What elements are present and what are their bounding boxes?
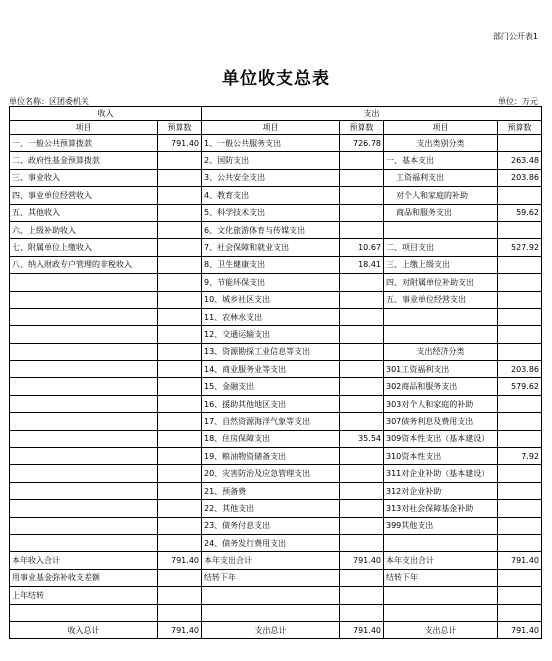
income-item: 用事业基金弥补收支差额 (10, 569, 158, 586)
expense-function-amount (340, 534, 384, 551)
table-row (10, 395, 542, 412)
income-amount (158, 291, 202, 308)
income-item (10, 517, 158, 534)
column-header: 项目 (384, 121, 498, 135)
income-item: 六、上级补助收入 (10, 221, 158, 238)
income-amount (158, 395, 202, 412)
expense-function-amount (340, 291, 384, 308)
expense-category-amount (498, 221, 542, 238)
expense-function-item: 1、一般公共服务支出 (202, 135, 340, 152)
expense-category-item: 301工资福利支出 (384, 361, 498, 378)
income-amount (158, 534, 202, 551)
expense-category-amount (498, 274, 542, 291)
expense-category-item: 312对企业补助 (384, 482, 498, 499)
expense-section-header: 支出 (202, 107, 542, 121)
expense-function-amount (340, 482, 384, 499)
income-amount (158, 465, 202, 482)
expense-category-amount: 203.86 (498, 361, 542, 378)
expense-function-item: 8、卫生健康支出 (202, 256, 340, 273)
expense-function-amount (340, 326, 384, 343)
expense-function-amount (340, 152, 384, 169)
income-amount (158, 604, 202, 621)
expense-function-amount (340, 604, 384, 621)
expense-category-amount (498, 587, 542, 604)
income-amount (158, 308, 202, 325)
expense-category-item: 对个人和家庭的补助 (384, 187, 498, 204)
income-amount: 791.40 (158, 621, 202, 638)
income-item (10, 534, 158, 551)
column-header: 预算数 (158, 121, 202, 135)
expense-function-item: 17、自然资源海洋气象等支出 (202, 413, 340, 430)
expense-function-item: 24、债务发行费用支出 (202, 534, 340, 551)
income-section-header: 收入 (10, 107, 202, 121)
income-item: 上年结转 (10, 587, 158, 604)
expense-category-item: 支出类别分类 (384, 135, 498, 152)
expense-function-item: 12、交通运输支出 (202, 326, 340, 343)
income-item (10, 482, 158, 499)
expense-function-amount (340, 395, 384, 412)
expense-function-amount (340, 361, 384, 378)
income-amount (158, 361, 202, 378)
expense-category-item: 309资本性支出（基本建设） (384, 430, 498, 447)
table-row (10, 465, 542, 482)
expense-category-amount (498, 135, 542, 152)
expense-category-item: 四、对附属单位补助支出 (384, 274, 498, 291)
expense-function-amount (340, 221, 384, 238)
income-amount (158, 187, 202, 204)
income-amount (158, 204, 202, 221)
table-row (10, 604, 542, 621)
expense-function-item: 14、商业服务业等支出 (202, 361, 340, 378)
expense-category-amount (498, 534, 542, 551)
expense-category-amount (498, 308, 542, 325)
expense-category-amount (498, 187, 542, 204)
table-row (10, 378, 542, 395)
expense-category-amount (498, 291, 542, 308)
column-header: 项目 (10, 121, 158, 135)
income-amount (158, 413, 202, 430)
expense-function-amount (340, 413, 384, 430)
table-row (10, 517, 542, 534)
expense-function-item: 支出总计 (202, 621, 340, 638)
expense-category-item: 三、上缴上级支出 (384, 256, 498, 273)
column-header: 预算数 (498, 121, 542, 135)
income-item (10, 500, 158, 517)
expense-function-item: 7、社会保障和就业支出 (202, 239, 340, 256)
expense-function-item: 18、住房保障支出 (202, 430, 340, 447)
expense-function-amount (340, 517, 384, 534)
income-amount (158, 569, 202, 586)
expense-function-amount: 18.41 (340, 256, 384, 273)
expense-category-item: 支出经济分类 (384, 343, 498, 360)
income-amount (158, 256, 202, 273)
expense-function-amount (340, 308, 384, 325)
table-row (10, 552, 542, 569)
expense-function-item: 3、公共安全支出 (202, 169, 340, 186)
expense-category-item: 302商品和服务支出 (384, 378, 498, 395)
expense-function-amount: 791.40 (340, 621, 384, 638)
expense-function-amount (340, 274, 384, 291)
expense-function-amount (340, 204, 384, 221)
income-amount (158, 274, 202, 291)
table-row (10, 361, 542, 378)
expense-function-item: 本年支出合计 (202, 552, 340, 569)
expense-function-amount (340, 378, 384, 395)
expense-category-amount: 791.40 (498, 552, 542, 569)
expense-category-item (384, 326, 498, 343)
expense-category-amount: 527.92 (498, 239, 542, 256)
table-row (10, 500, 542, 517)
expense-function-item (202, 587, 340, 604)
income-item (10, 395, 158, 412)
income-item: 四、事业单位经营收入 (10, 187, 158, 204)
table-row (10, 430, 542, 447)
income-amount (158, 587, 202, 604)
income-amount (158, 517, 202, 534)
expense-category-amount (498, 256, 542, 273)
expense-function-item: 9、节能环保支出 (202, 274, 340, 291)
income-amount: 791.40 (158, 552, 202, 569)
expense-function-item: 20、灾害防治及应急管理支出 (202, 465, 340, 482)
table-row (10, 326, 542, 343)
expense-category-item: 一、基本支出 (384, 152, 498, 169)
table-row (10, 204, 542, 221)
expense-function-item: 10、城乡社区支出 (202, 291, 340, 308)
income-amount (158, 221, 202, 238)
column-header: 项目 (202, 121, 340, 135)
table-row (10, 448, 542, 465)
income-item (10, 326, 158, 343)
expense-category-item: 307债务利息及费用支出 (384, 413, 498, 430)
expense-function-item: 19、粮油物资储备支出 (202, 448, 340, 465)
expense-function-amount (340, 500, 384, 517)
expense-function-amount (340, 448, 384, 465)
expense-function-item: 结转下年 (202, 569, 340, 586)
expense-function-amount: 10.67 (340, 239, 384, 256)
expense-category-amount (498, 604, 542, 621)
income-item (10, 343, 158, 360)
expense-category-amount (498, 482, 542, 499)
table-row (10, 587, 542, 604)
income-amount (158, 326, 202, 343)
expense-category-amount (498, 343, 542, 360)
expense-function-item (202, 604, 340, 621)
expense-category-amount: 791.40 (498, 621, 542, 638)
expense-function-item: 15、金融支出 (202, 378, 340, 395)
table-row (10, 534, 542, 551)
income-item (10, 448, 158, 465)
income-item: 一、一般公共预算拨款 (10, 135, 158, 152)
expense-category-item (384, 534, 498, 551)
income-item: 三、事业收入 (10, 169, 158, 186)
table-row (10, 569, 542, 586)
page-title: 单位收支总表 (222, 69, 330, 89)
expense-function-amount: 791.40 (340, 552, 384, 569)
expense-function-item: 16、援助其他地区支出 (202, 395, 340, 412)
table-code: 部门公开表1 (492, 32, 538, 41)
table-row (10, 135, 542, 152)
income-item: 本年收入合计 (10, 552, 158, 569)
expense-function-amount (340, 587, 384, 604)
expense-category-item: 303对个人和家庭的补助 (384, 395, 498, 412)
table-row (10, 308, 542, 325)
table-row (10, 413, 542, 430)
expense-category-item: 311对企业补助（基本建设） (384, 465, 498, 482)
expense-function-item: 4、教育支出 (202, 187, 340, 204)
expense-category-amount: 59.62 (498, 204, 542, 221)
expense-function-item: 11、农林水支出 (202, 308, 340, 325)
expense-category-amount (498, 413, 542, 430)
expense-category-item: 商品和服务支出 (384, 204, 498, 221)
income-amount (158, 343, 202, 360)
expense-function-amount (340, 187, 384, 204)
expense-function-amount (340, 465, 384, 482)
expense-category-item: 本年支出合计 (384, 552, 498, 569)
unit-name: 单位名称：区团委机关 (9, 97, 89, 106)
expense-category-item: 二、项目支出 (384, 239, 498, 256)
income-item (10, 308, 158, 325)
expense-function-amount (340, 343, 384, 360)
table-row (10, 169, 542, 186)
expense-category-amount: 203.86 (498, 169, 542, 186)
expense-category-item (384, 587, 498, 604)
income-item (10, 291, 158, 308)
expense-category-item: 399其他支出 (384, 517, 498, 534)
expense-category-item: 五、事业单位经营支出 (384, 291, 498, 308)
income-item (10, 430, 158, 447)
expense-category-item (384, 308, 498, 325)
table-row (10, 152, 542, 169)
expense-category-item: 支出总计 (384, 621, 498, 638)
income-item: 五、其他收入 (10, 204, 158, 221)
table-row (10, 187, 542, 204)
expense-category-amount (498, 326, 542, 343)
table-row (10, 274, 542, 291)
expense-category-item (384, 604, 498, 621)
income-item (10, 465, 158, 482)
expense-category-amount (498, 465, 542, 482)
income-amount: 791.40 (158, 135, 202, 152)
income-item (10, 413, 158, 430)
income-amount (158, 430, 202, 447)
income-item (10, 378, 158, 395)
expense-category-item: 313对社会保障基金补助 (384, 500, 498, 517)
income-amount (158, 239, 202, 256)
expense-function-item: 21、预备费 (202, 482, 340, 499)
expense-function-item: 5、科学技术支出 (202, 204, 340, 221)
column-header: 预算数 (340, 121, 384, 135)
expense-category-amount (498, 395, 542, 412)
income-amount (158, 448, 202, 465)
expense-category-item: 结转下年 (384, 569, 498, 586)
expense-function-item: 13、资源勘探工业信息等支出 (202, 343, 340, 360)
income-item: 七、附属单位上缴收入 (10, 239, 158, 256)
table-row (10, 291, 542, 308)
income-amount (158, 482, 202, 499)
income-item (10, 604, 158, 621)
income-item: 八、纳入财政专户管理的非税收入 (10, 256, 158, 273)
expense-function-amount: 726.78 (340, 135, 384, 152)
expense-category-amount (498, 569, 542, 586)
expense-function-amount: 35.54 (340, 430, 384, 447)
expense-category-amount: 579.62 (498, 378, 542, 395)
table-row (10, 482, 542, 499)
expense-category-amount (498, 517, 542, 534)
expense-category-amount (498, 430, 542, 447)
table-row (10, 239, 542, 256)
expense-function-amount (340, 169, 384, 186)
expense-category-amount: 7.92 (498, 448, 542, 465)
income-amount (158, 500, 202, 517)
income-amount (158, 152, 202, 169)
table-row (10, 256, 542, 273)
table-row (10, 343, 542, 360)
expense-category-item (384, 221, 498, 238)
summary-table (9, 106, 542, 639)
currency-unit: 单位：万元 (498, 97, 538, 106)
expense-function-amount (340, 569, 384, 586)
expense-function-item: 23、债务付息支出 (202, 517, 340, 534)
income-amount (158, 169, 202, 186)
expense-function-item: 6、文化旅游体育与传媒支出 (202, 221, 340, 238)
income-item: 收入总计 (10, 621, 158, 638)
expense-category-item: 310资本性支出 (384, 448, 498, 465)
table-row (10, 221, 542, 238)
expense-function-item: 2、国防支出 (202, 152, 340, 169)
table-row (10, 621, 542, 638)
income-item: 二、政府性基金预算拨款 (10, 152, 158, 169)
income-item (10, 274, 158, 291)
expense-category-amount: 263.48 (498, 152, 542, 169)
income-item (10, 361, 158, 378)
expense-category-amount (498, 500, 542, 517)
income-amount (158, 378, 202, 395)
expense-function-item: 22、其他支出 (202, 500, 340, 517)
expense-category-item: 工资福利支出 (384, 169, 498, 186)
